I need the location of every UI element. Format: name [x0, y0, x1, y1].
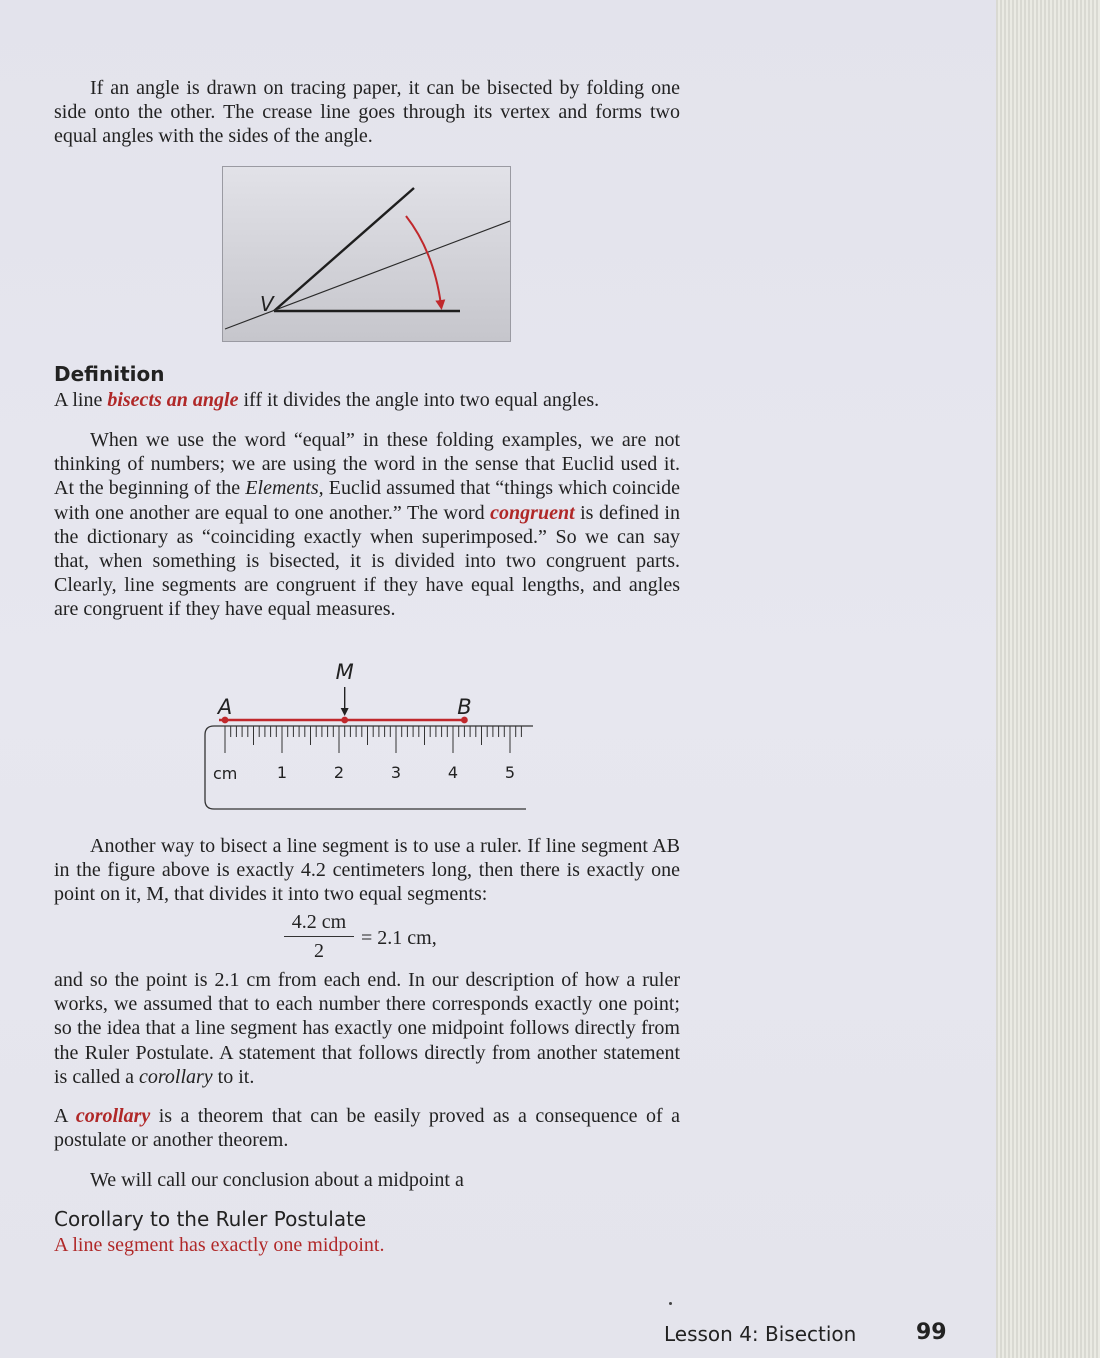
congruent-paragraph — [54, 428, 680, 622]
label-b: B — [457, 695, 472, 719]
definition-post: iff it divides the angle into two equal angles. — [238, 389, 600, 411]
fraction — [284, 910, 354, 963]
ruler-diagram — [196, 654, 536, 816]
book-gutter — [996, 0, 1100, 1358]
congruent-text-2: Euclid assumed that “things which coincide with one another are equal to one another.” The word — [54, 477, 680, 524]
ruler-number: 4 — [447, 763, 459, 782]
congruent-text-1: When we use the word “equal” in these folding examples, we are not thinking of numbers; we are using the word in the sense that Euclid used it. At the beginning of the — [54, 429, 680, 500]
midpoint-intro: We will call our conclusion about a midpoint a — [90, 1169, 464, 1191]
postulate-paragraph — [54, 968, 680, 1089]
fraction-denominator: 2 — [314, 940, 324, 963]
congruent-text-3: is defined in the dictionary as “coinciding exactly when superimposed.” So we can say that, when something is bisected, it is divided into two congruent parts. Clearly, line segments are congruent if they have equal lengths, and angles are congruent if they have equal measures. — [54, 501, 680, 621]
fraction-result: = 2.1 cm, — [361, 927, 437, 949]
angle-bisection-figure — [222, 166, 512, 344]
corollary-definition — [54, 1104, 680, 1152]
elements-title: Elements, — [245, 477, 324, 500]
corollary-statement: A line segment has exactly one midpoint. — [54, 1234, 385, 1256]
midpoint-equation — [284, 910, 484, 966]
corollary-heading: Corollary to the Ruler Postulate — [54, 1207, 367, 1231]
page-number: 99 — [916, 1320, 947, 1345]
angle-bisection-diagram — [222, 166, 512, 344]
footer-lesson-title: Lesson 4: Bisection — [664, 1322, 857, 1346]
term-congruent: congruent — [490, 501, 575, 524]
corollary-def-pre: A — [54, 1105, 76, 1127]
definition-pre: A line — [54, 389, 108, 411]
postulate-text-1: and so the point is 2.1 cm from each end. In our description of how a ruler works, we assumed that to each number there corresponds exactly one point; so the idea that a line segment has exactly one midpoint follows directly from the Ruler Postulate. A statement that follows directly from another statement is called a — [54, 969, 680, 1088]
ruler-number: 1 — [276, 763, 288, 782]
vertex-label: V — [260, 292, 274, 316]
unit-label: cm — [213, 764, 238, 783]
label-m: M — [335, 660, 354, 684]
intro-paragraph: If an angle is drawn on tracing paper, it can be bisected by folding one side onto the other. The crease line goes through its vertex and forms two equal angles with the sides of the angle. — [54, 77, 680, 148]
point-m — [341, 717, 348, 724]
ruler-number: 2 — [333, 763, 345, 782]
definition-text — [54, 388, 680, 412]
definition-heading: Definition — [54, 362, 165, 386]
label-a: A — [217, 695, 233, 719]
ruler-ticks — [225, 726, 521, 753]
postulate-text-2: to it. — [212, 1065, 255, 1088]
ruler-paragraph: Another way to bisect a line segment is to use a ruler. If line segment AB in the figure above is exactly 4.2 centimeters long, then there is exactly one point on it, M, that divides it into two equal segments: — [54, 835, 680, 906]
term-corollary: corollary — [75, 1105, 151, 1127]
ruler-number: 3 — [390, 763, 402, 782]
ruler-body — [205, 726, 533, 809]
corollary-italic: corollary — [138, 1065, 213, 1088]
corollary-def-post: is a theorem that can be easily proved as a consequence of a postulate or another theorem. — [54, 1105, 681, 1152]
footer-dot — [669, 1302, 672, 1305]
ruler-number: 5 — [504, 763, 516, 782]
ruler-numbers — [277, 763, 515, 782]
ruler-figure — [196, 654, 536, 816]
fraction-numerator: 4.2 cm — [284, 910, 354, 937]
term-bisects-an-angle: bisects an angle — [107, 389, 239, 411]
